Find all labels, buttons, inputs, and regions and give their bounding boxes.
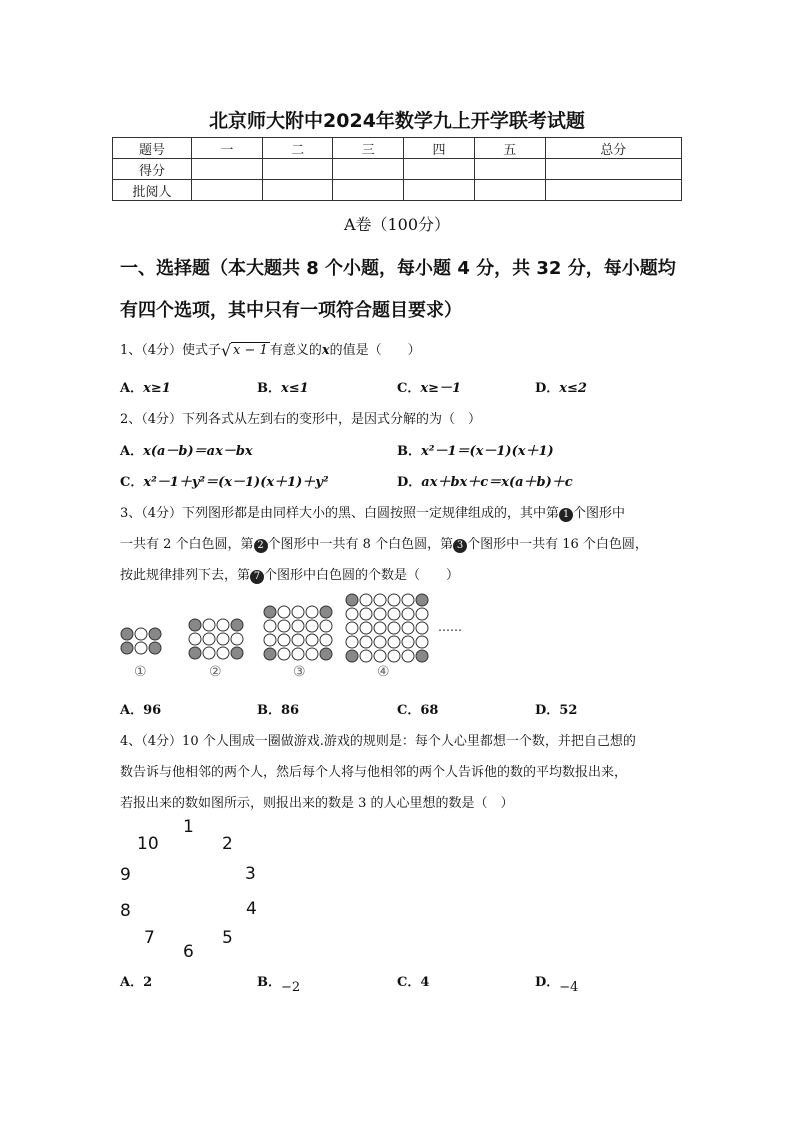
option-label: D． [535,381,560,396]
q3-option-b [257,699,299,718]
table-cell [262,159,333,180]
circle-number: 3 [245,864,256,884]
option-label: A． [120,381,144,396]
circled-number-icon: 3 [453,539,467,553]
table-cell: 五 [474,138,545,159]
q1-option-a [120,377,171,396]
table-cell [404,159,475,180]
option-label: C． [120,475,144,490]
option-label: C． [397,703,421,718]
table-cell: 二 [262,138,333,159]
figure-label-1: ① [134,664,147,680]
circle-number: 4 [246,899,257,919]
radicand: x − 1 [233,343,268,358]
option-label: A． [120,444,144,459]
option-label: C． [397,975,421,990]
option-text: 96 [143,703,162,718]
q3-option-a [120,699,161,718]
table-cell [404,180,475,201]
circle-number: 10 [137,834,159,854]
table-cell [545,159,681,180]
question-2-stem: 2、（4分）下列各式从左到右的变形中，是因式分解的为（ ） [120,412,482,427]
q4-option-c [397,971,429,990]
table-cell [333,159,404,180]
option-text: ax＋bx＋c＝x(a＋b)＋c [421,475,573,490]
section-1-heading-line1: 一、选择题（本大题共 8 个小题，每小题 4 分，共 32 分，每小题均 [120,258,676,279]
option-label: D． [535,703,560,718]
q4-option-d [535,971,579,995]
q3-option-c [397,699,438,718]
table-cell: 总分 [545,138,681,159]
table-row [113,159,682,180]
question-4-line3: 若报出来的数如图所示，则报出来的数是 3 的人心里想的数是（ ） [120,796,514,811]
table-row [113,180,682,201]
option-label: C． [397,381,421,396]
question-3-line3 [120,564,459,584]
circled-number-icon: 1 [559,508,573,522]
option-label: A． [120,703,144,718]
table-cell: 一 [192,138,263,159]
q1-prefix: 1、（4分）使式子 [120,343,222,358]
q2-option-b [397,440,554,459]
figure-label-2: ② [209,664,222,680]
option-text: 86 [281,703,300,718]
question-1-stem [120,339,421,358]
option-text: x²－1＝(x－1)(x＋1) [421,444,554,459]
circle-number: 5 [222,928,233,948]
option-text: x²－1＋y²＝(x－1)(x＋1)＋y² [143,475,329,490]
q2-option-d [397,471,573,490]
option-text: 52 [559,703,578,718]
radical-icon: √ [221,341,232,360]
circle-pattern-figure [110,590,470,685]
question-4-line2: 数告诉与他相邻的两个人，然后每个人将与他相邻的两个人告诉他的数的平均数报出来， [120,765,628,780]
circled-number-icon: 7 [250,570,264,584]
table-cell [192,180,263,201]
table-cell: 得分 [113,159,192,180]
figure-label-4: ④ [377,664,390,680]
question-3-line2 [120,533,648,553]
figure-label-3: ③ [293,664,306,680]
option-text: x(a－b)＝ax－bx [143,444,253,459]
q1-suffix: 有意义的 [269,343,322,358]
option-label: D． [397,475,422,490]
q2-option-c [120,471,329,490]
sqrt-expression [221,343,270,358]
table-row [113,138,682,159]
option-text: x≤2 [559,381,587,396]
option-text: x≤1 [281,381,309,396]
option-label: A． [120,975,144,990]
table-cell [545,180,681,201]
section-1-heading-line2: 有四个选项，其中只有一项符合题目要求） [120,300,462,321]
circle-number: 6 [183,942,194,962]
q3-text: 个图形中白色圆的个数是（ ） [264,568,460,583]
q3-option-d [535,699,577,718]
q3-text: 个图形中一共有 8 个白色圆，第 [267,537,454,552]
option-text: 2 [143,975,153,990]
option-text: 68 [420,703,439,718]
q3-text: 个图形中 [573,506,626,521]
circle-number: 2 [222,834,233,854]
q1-option-b [257,377,309,396]
q3-text: 个图形中一共有 16 个白色圆， [467,537,648,552]
table-cell [474,180,545,201]
q1-option-d [535,377,587,396]
option-label: B． [397,444,421,459]
option-label: D． [535,975,560,990]
q4-option-a [120,971,152,990]
option-label: B． [257,975,281,990]
circle-number: 8 [120,901,131,921]
table-cell: 题号 [113,138,192,159]
table-cell: 四 [404,138,475,159]
q1-end: 的值是（ ） [329,343,421,358]
option-label: B． [257,703,281,718]
q2-option-a [120,440,253,459]
option-text: x≥1 [143,381,171,396]
q3-text: 按此规律排列下去，第 [120,568,251,583]
page-title: 北京师大附中2024年数学九上开学联考试题 [209,110,585,132]
question-3-line1 [120,502,625,522]
option-text: 4 [420,975,430,990]
circled-number-icon: 2 [254,539,268,553]
table-cell [333,180,404,201]
circle-number: 7 [144,928,155,948]
option-text: −2 [281,980,301,995]
q1-option-c [397,377,461,396]
section-a-heading: A卷（100分） [343,215,451,234]
table-cell [474,159,545,180]
score-table [112,137,682,201]
table-cell: 三 [333,138,404,159]
question-4-line1: 4、（4分）10 个人围成一圈做游戏.游戏的规则是：每个人心里都想一个数，并把自己想的 [120,734,636,749]
table-cell [192,159,263,180]
q1-var: x [321,343,330,358]
q3-text: 一共有 2 个白色圆，第 [120,537,254,552]
q3-text: 3、（4分）下列图形都是由同样大小的黑、白圆按照一定规律组成的，其中第 [120,506,560,521]
figure-ellipsis: …… [438,620,462,634]
table-cell [262,180,333,201]
option-text: x≥－1 [420,381,462,396]
option-label: B． [257,381,281,396]
table-cell: 批阅人 [113,180,192,201]
circle-number: 1 [183,817,194,837]
q4-option-b [257,971,301,995]
option-text: −4 [559,980,579,995]
circle-number: 9 [120,865,131,885]
